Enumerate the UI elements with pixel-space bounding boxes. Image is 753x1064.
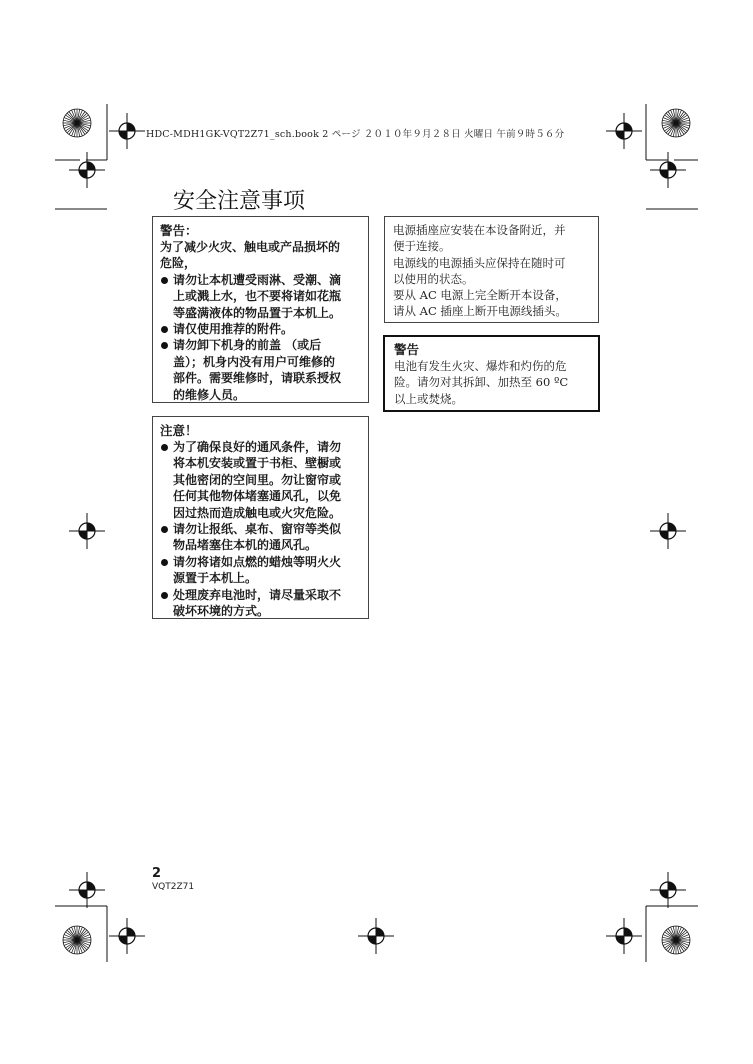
- list-item-line: 源置于本机上。: [173, 571, 258, 586]
- list-item-line: 为了确保良好的通风条件，请勿: [173, 440, 342, 454]
- list-item: [160, 439, 362, 521]
- page-code: VQT2Z71: [152, 882, 195, 892]
- bullet-icon: [161, 444, 168, 451]
- list-item-line: 其他密闭的空间里。勿让窗帘或: [173, 472, 342, 487]
- list-item: [160, 272, 362, 321]
- list-item-line: 请勿让报纸、桌布、窗帘等类似: [173, 522, 342, 537]
- list-item-line: 处理废弃电池时，请尽量采取不: [173, 587, 342, 602]
- list-item-line: 上或溅上水，也不要将诸如花瓶: [173, 289, 342, 304]
- list-item-line: 将本机安装或置于书柜、壁橱或: [173, 456, 342, 471]
- list-item: [160, 321, 362, 337]
- list-item-line: 因过热而造成触电或火灾危险。: [173, 505, 342, 520]
- warning-lead-line: 为了减少火灾、触电或产品损坏的: [160, 240, 341, 254]
- battery-warning-title: 警告: [394, 342, 420, 357]
- bullet-icon: [161, 592, 168, 599]
- list-item-line: 请勿卸下机身的前盖 （或后: [173, 338, 322, 353]
- caution-box: [152, 416, 369, 619]
- list-item: [160, 587, 362, 620]
- bullet-icon: [161, 342, 168, 349]
- power-notice-line: 要从 AC 电源上完全断开本设备，: [393, 288, 567, 303]
- list-item-line: 任何其他物体堵塞通风孔，以免: [173, 489, 342, 504]
- battery-warning-line: 以上或焚烧。: [394, 391, 463, 406]
- power-notice-line: 电源插座应安装在本设备附近，并: [393, 223, 566, 237]
- print-header-line: HDC-MDH1GK-VQT2Z71_sch.book 2 ページ ２０１０年９月２８日 火曜日 午前９時５６分: [146, 129, 565, 140]
- power-notice-line: 请从 AC 插座上断开电源线插头。: [393, 304, 567, 319]
- list-item-line: 请仅使用推荐的附件。: [173, 322, 294, 337]
- power-notice-line: 以使用的状态。: [393, 271, 474, 286]
- battery-warning-box: [383, 335, 600, 412]
- list-item: [160, 521, 362, 554]
- bullet-icon: [161, 326, 168, 333]
- list-item: [160, 554, 362, 587]
- power-notice-line: 电源线的电源插头应保持在随时可: [393, 255, 566, 270]
- list-item-line: 的维修人员。: [173, 387, 246, 402]
- warning-lead-line: 危险，: [160, 256, 197, 271]
- list-item-line: 请勿将诸如点燃的蜡烛等明火火: [173, 554, 342, 569]
- list-item-line: 盖）；机身内没有用户可维修的: [173, 354, 336, 369]
- warning-box: [152, 216, 369, 403]
- page-title: 安全注意事项: [173, 189, 306, 214]
- list-item-line: 等盛满液体的物品置于本机上。: [173, 305, 342, 320]
- warning-list: [160, 272, 362, 403]
- caution-list: [160, 439, 362, 619]
- warning-title: 警告：: [160, 223, 198, 238]
- power-notice-box: [384, 216, 599, 323]
- battery-warning-line: 险。请勿对其拆卸、加热至 60 ºC: [394, 375, 569, 390]
- bullet-icon: [161, 559, 168, 566]
- caution-title: 注意！: [160, 423, 198, 438]
- list-item: [160, 337, 362, 403]
- list-item-line: 部件。需要维修时，请联系授权: [173, 371, 342, 386]
- list-item-line: 破坏环境的方式。: [173, 604, 270, 619]
- list-item-line: 物品堵塞住本机的通风孔。: [173, 538, 318, 553]
- bullet-icon: [161, 277, 168, 284]
- page-number: 2: [152, 866, 162, 881]
- list-item-line: 请勿让本机遭受雨淋、受潮、滴: [173, 272, 342, 287]
- power-notice-line: 便于连接。: [393, 239, 451, 254]
- battery-warning-line: 电池有发生火灾、爆炸和灼伤的危: [394, 359, 567, 373]
- bullet-icon: [161, 526, 168, 533]
